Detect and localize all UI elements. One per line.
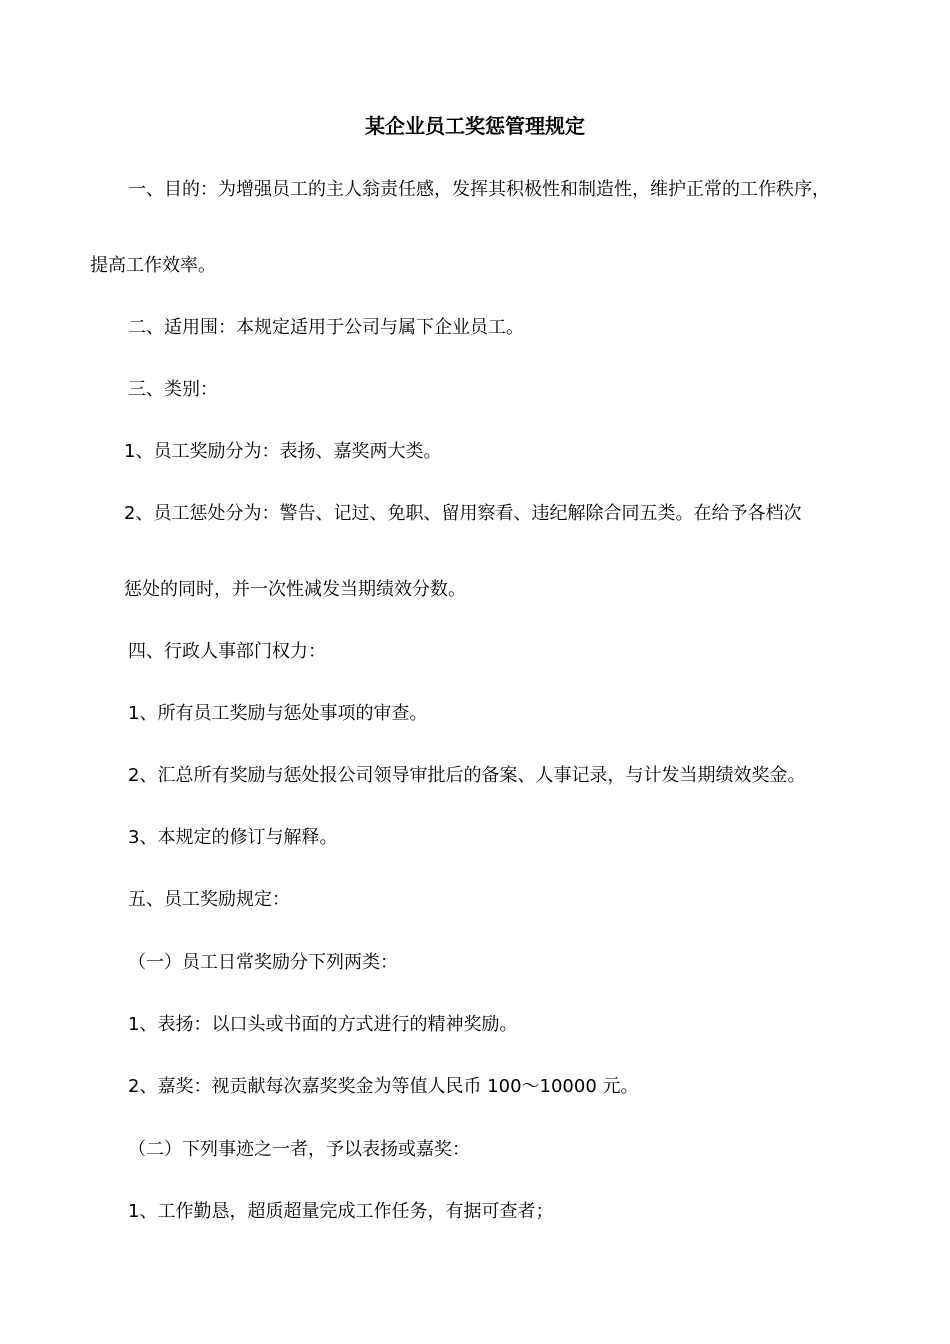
list-item: 1、员工奖励分为：表扬、嘉奖两大类。: [124, 441, 442, 462]
list-item: 2、汇总所有奖励与惩处报公司领导审批后的备案、人事记录，与计发当期绩效奖金。: [128, 765, 806, 786]
section-heading-categories: 三、类别：: [128, 379, 218, 400]
section-heading-rewards: 五、员工奖励规定：: [128, 889, 290, 910]
list-item: 2、嘉奖：视贡献每次嘉奖奖金为等值人民币 100～10000 元。: [128, 1076, 639, 1097]
list-item: 1、所有员工奖励与惩处事项的审查。: [128, 703, 428, 724]
document-title: 某企业员工奖惩管理规定: [365, 114, 585, 138]
list-item: 2、员工惩处分为：警告、记过、免职、留用察看、违纪解除合同五类。在给予各档次: [124, 503, 802, 524]
list-item: 3、本规定的修订与解释。: [128, 827, 338, 848]
list-item-continued: 惩处的同时，并一次性减发当期绩效分数。: [124, 579, 466, 600]
list-item: 1、工作勤恳，超质超量完成工作任务，有据可查者；: [128, 1201, 554, 1222]
subsection-heading: （二）下列事迹之一者，予以表扬或嘉奖：: [128, 1139, 470, 1160]
subsection-heading: （一）员工日常奖励分下列两类：: [128, 952, 398, 973]
paragraph-purpose: 一、目的：为增强员工的主人翁责任感，发挥其积极性和制造性，维护正常的工作秩序，: [128, 179, 830, 200]
list-item: 1、表扬：以口头或书面的方式进行的精神奖励。: [128, 1014, 518, 1035]
paragraph-purpose-continued: 提高工作效率。: [90, 255, 216, 276]
paragraph-scope: 二、适用围：本规定适用于公司与属下企业员工。: [128, 317, 524, 338]
section-heading-hr-authority: 四、行政人事部门权力：: [128, 641, 326, 662]
